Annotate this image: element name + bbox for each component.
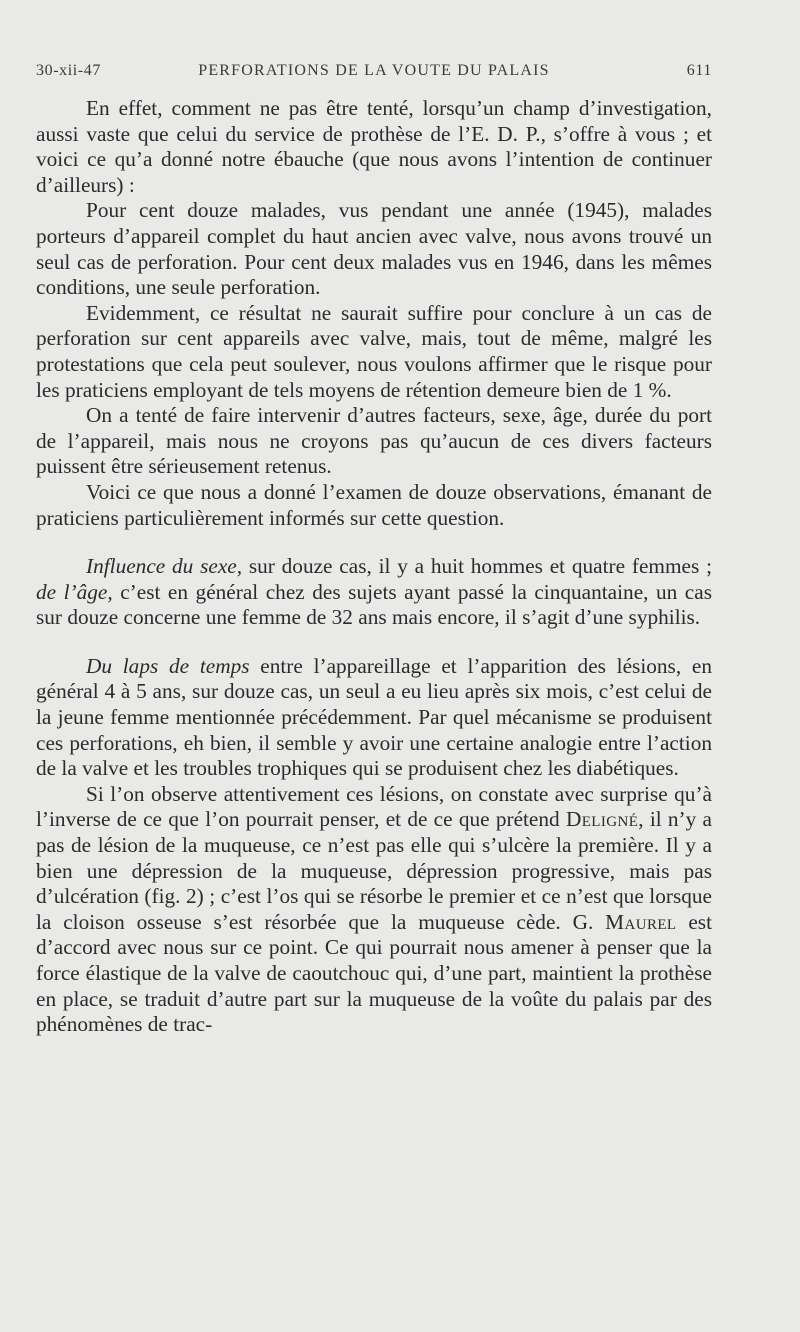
paragraph-statistics: Pour cent douze malades, vus pendant une année (1945), malades porteurs d’appareil complet du haut ancien avec valve, nous avons trouvé un seul cas de perforation. Pour cent deux malades vus en 1946, dans les mêmes conditions, une seule perforation. [36, 198, 712, 300]
paragraph-text: , il n’y a pas de lésion de la muqueuse, ce n’est pas elle qui s’ulcère la première. Il y a bien une dépression de la muqueuse, dépression progressive, mais pas d’ulcération (fig. 2) ; c’est l’os qui se résorbe le premier et ce n’est que lorsque la cloison osseuse s’est résorbée que la muqueuse cède. G. [36, 807, 712, 934]
paragraph-conclusion: Evidemment, ce résultat ne saurait suffire pour conclure à un cas de perforation sur cent appareils avec valve, mais, tout de même, malgré les protestations que cela peut soulever, nous voulons affirmer que le risque pour les praticiens employant de tels moyens de rétention demeure bien de 1 %. [36, 300, 712, 402]
italic-term: Du laps de temps [86, 653, 250, 678]
paragraph-text: est d’accord avec nous sur ce point. Ce qui pourrait nous amener à penser que la force élastique de la valve de caoutchouc qui, d’une part, maintient la prothèse en place, se traduit d’autre part sur la muqueuse de la voûte du palais par des phénomènes de trac- [36, 909, 712, 1037]
paragraph-mechanism [36, 782, 712, 1038]
author-name: Deligné [565, 807, 639, 832]
italic-term: Influence du sexe, [86, 554, 243, 579]
paragraph-text: entre l’appareillage et l’apparition des lésions, en général 4 à 5 ans, sur douze cas, un seul a eu lieu après six mois, c’est celui de la jeune femme mentionnée précédemment. Par quel mécanisme se produisent ces perforations, eh bien, il semble y avoir une certaine analogie entre l’action de la valve et les troubles trophiques qui se produisent chez les diabétiques. [36, 653, 712, 781]
header-date: 30-xii-47 [36, 62, 101, 79]
paragraph-sex-age [36, 554, 712, 631]
running-header [36, 62, 712, 84]
paragraph-factors: On a tenté de faire intervenir d’autres facteurs, sexe, âge, durée du port de l’appareil, mais nous ne croyons pas qu’aucun de ces divers facteurs puissent être sérieusement retenus. [36, 403, 712, 479]
paragraph-time-lapse [36, 654, 712, 782]
paragraph-text: c’est en général chez des sujets ayant passé la cinquantaine, un cas sur douze concerne une femme de 32 ans mais encore, il s’agit d’une syphilis. [36, 579, 712, 630]
body-text [36, 96, 712, 1038]
header-title: PERFORATIONS DE LA VOUTE DU PALAIS [198, 62, 550, 79]
paragraph-text: sur douze cas, il y a huit hommes et quatre femmes ; [242, 554, 712, 579]
page-number: 611 [686, 62, 712, 79]
paragraph-intro: En effet, comment ne pas être tenté, lorsqu’un champ d’investigation, aussi vaste que celui du service de prothèse de l’E. D. P., s’offre à vous ; et voici ce qu’a donné notre ébauche (que nous avons l’intention de continuer d’ailleurs) : [36, 96, 712, 197]
paragraph-text: Si l’on observe attentivement ces lésions, on constate avec surprise qu’à l’inverse de ce que l’on pourrait penser, et de ce que prétend [36, 781, 712, 832]
italic-term: de l’âge, [36, 579, 113, 604]
paragraph-observations: Voici ce que nous a donné l’examen de douze observations, émanant de praticiens particulièrement informés sur cette question. [36, 479, 712, 530]
author-name: Maurel [605, 909, 677, 934]
